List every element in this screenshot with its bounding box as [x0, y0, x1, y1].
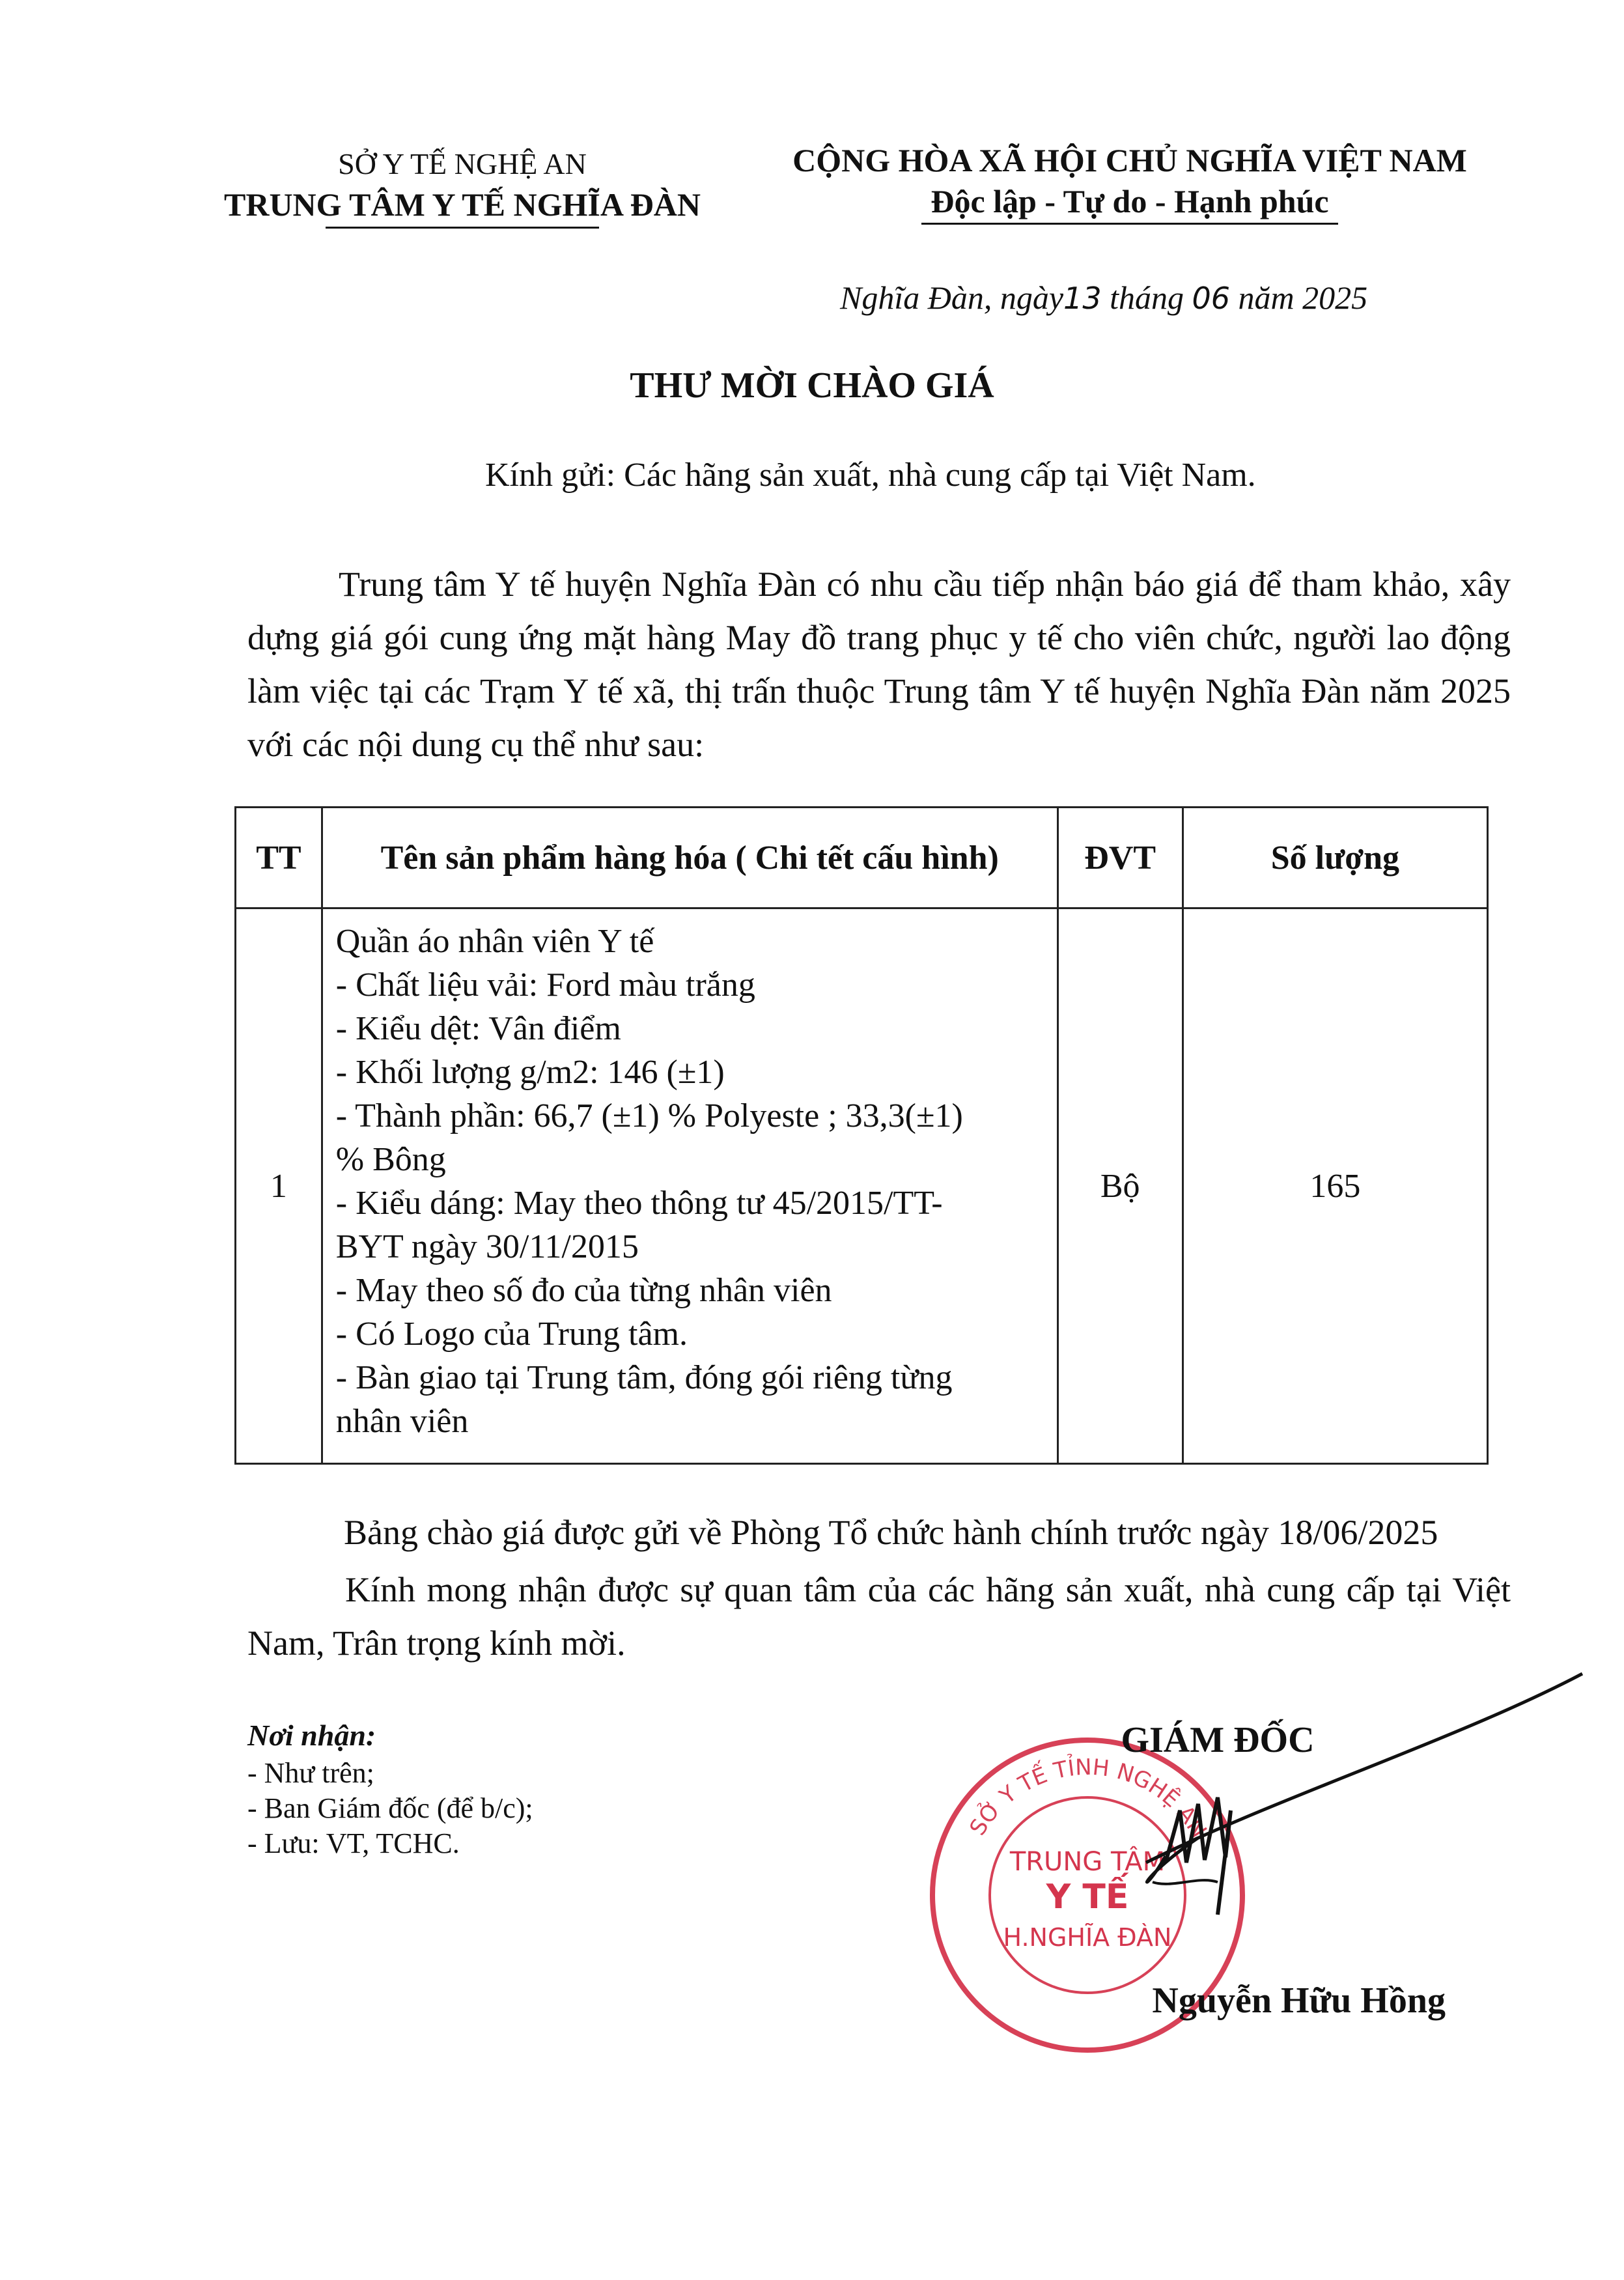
table-header-row [236, 808, 1488, 908]
stamp-ring-text: SỞ Y TẾ TỈNH NGHỆ AN [964, 1754, 1212, 1842]
description-line: - Kiểu dáng: May theo thông tư 45/2015/TT- [335, 1185, 943, 1222]
country-name: CỘNG HÒA XÃ HỘI CHỦ NGHĨA VIỆT NAM [792, 142, 1467, 178]
closing-paragraph [247, 1563, 1511, 1670]
stamp-line2: Y TẾ [1046, 1878, 1129, 1917]
description-line: - Bàn giao tại Trung tâm, đóng gói riêng từng [335, 1359, 953, 1396]
recipients-heading: Nơi nhận: [247, 1719, 376, 1752]
recipient-line: Kính gửi: Các hãng sản xuất, nhà cung cấp tại Việt Nam. [485, 457, 1256, 494]
header-left-divider [326, 227, 599, 229]
description-line: % Bông [335, 1141, 446, 1178]
description-line: BYT ngày 30/11/2015 [335, 1228, 639, 1265]
department-name: SỞ Y TẾ NGHỆ AN [338, 147, 587, 180]
header-unit: ĐVT [1057, 808, 1183, 908]
cell-unit: Bộ [1057, 908, 1183, 1464]
recipient-item: - Lưu: VT, TCHC. [247, 1827, 460, 1859]
table-row [236, 908, 1488, 1464]
date-month-word: tháng [1110, 279, 1184, 316]
recipient-item: - Như trên; [247, 1757, 374, 1789]
cell-qty: 165 [1183, 908, 1487, 1464]
header-right [755, 139, 1504, 225]
deadline-line: Bảng chào giá được gửi về Phòng Tổ chức hành chính trước ngày 18/06/2025 [344, 1513, 1438, 1552]
national-motto: Độc lập - Tự do - Hạnh phúc [931, 183, 1329, 219]
stamp-line1: TRUNG TÂM [1009, 1847, 1166, 1877]
closing-text: Kính mong nhận được sự quan tâm của các hãng sản xuất, nhà cung cấp tại Việt Nam, Trân trọng kính mời. [247, 1570, 1511, 1663]
date-prefix: Nghĩa Đàn, ngày [840, 279, 1064, 316]
description-line: Quần áo nhân viên Y tế [335, 923, 654, 960]
recipient-item: - Ban Giám đốc (để b/c); [247, 1792, 533, 1824]
stamp-line3: H.NGHĨA ĐÀN [1003, 1923, 1172, 1952]
date-year: năm 2025 [1238, 279, 1368, 316]
description-line: - Khối lượng g/m2: 146 (±1) [335, 1054, 725, 1091]
cell-tt: 1 [236, 908, 322, 1464]
description-line: - Có Logo của Trung tâm. [335, 1316, 688, 1353]
header-name: Tên sản phẩm hàng hóa ( Chi tết cấu hình) [322, 808, 1057, 908]
intro-text: Trung tâm Y tế huyện Nghĩa Đàn có nhu cầu tiếp nhận báo giá để tham khảo, xây dựng giá gói cung ứng mặt hàng May đồ trang phục y tế cho viên chức, người lao động làm việc tại các Trạm Y tế xã, thị trấn thuộc Trung tâm Y tế huyện Nghĩa Đàn năm 2025 với các nội dung cụ thể như sau: [247, 565, 1511, 764]
organization-name: TRUNG TÂM Y TẾ NGHĨA ĐÀN [223, 186, 701, 223]
recipients-list [247, 1718, 533, 1861]
document-title: THƯ MỜI CHÀO GIÁ [630, 365, 994, 406]
date-line [840, 279, 1367, 317]
items-table [234, 806, 1489, 1465]
header-tt: TT [236, 808, 322, 908]
intro-paragraph [247, 557, 1511, 771]
header-right-divider [921, 223, 1338, 225]
header-qty: Số lượng [1183, 808, 1487, 908]
signer-role: GIÁM ĐỐC [1121, 1720, 1315, 1760]
signer-name: Nguyễn Hữu Hồng [1152, 1980, 1446, 2021]
cell-description [322, 908, 1057, 1464]
description-line: - Thành phần: 66,7 (±1) % Polyeste ; 33,3(±1) [335, 1097, 963, 1134]
description-line: - May theo số đo của từng nhân viên [335, 1272, 832, 1309]
description-line: - Chất liệu vải: Ford màu trắng [335, 966, 755, 1004]
handwritten-signature [1003, 1667, 1589, 2006]
description-line: nhân viên [335, 1403, 469, 1440]
description-line: - Kiểu dệt: Vân điểm [335, 1010, 621, 1047]
date-day: 13 [1063, 281, 1102, 316]
date-month: 06 [1192, 281, 1231, 316]
header-left [163, 145, 762, 229]
